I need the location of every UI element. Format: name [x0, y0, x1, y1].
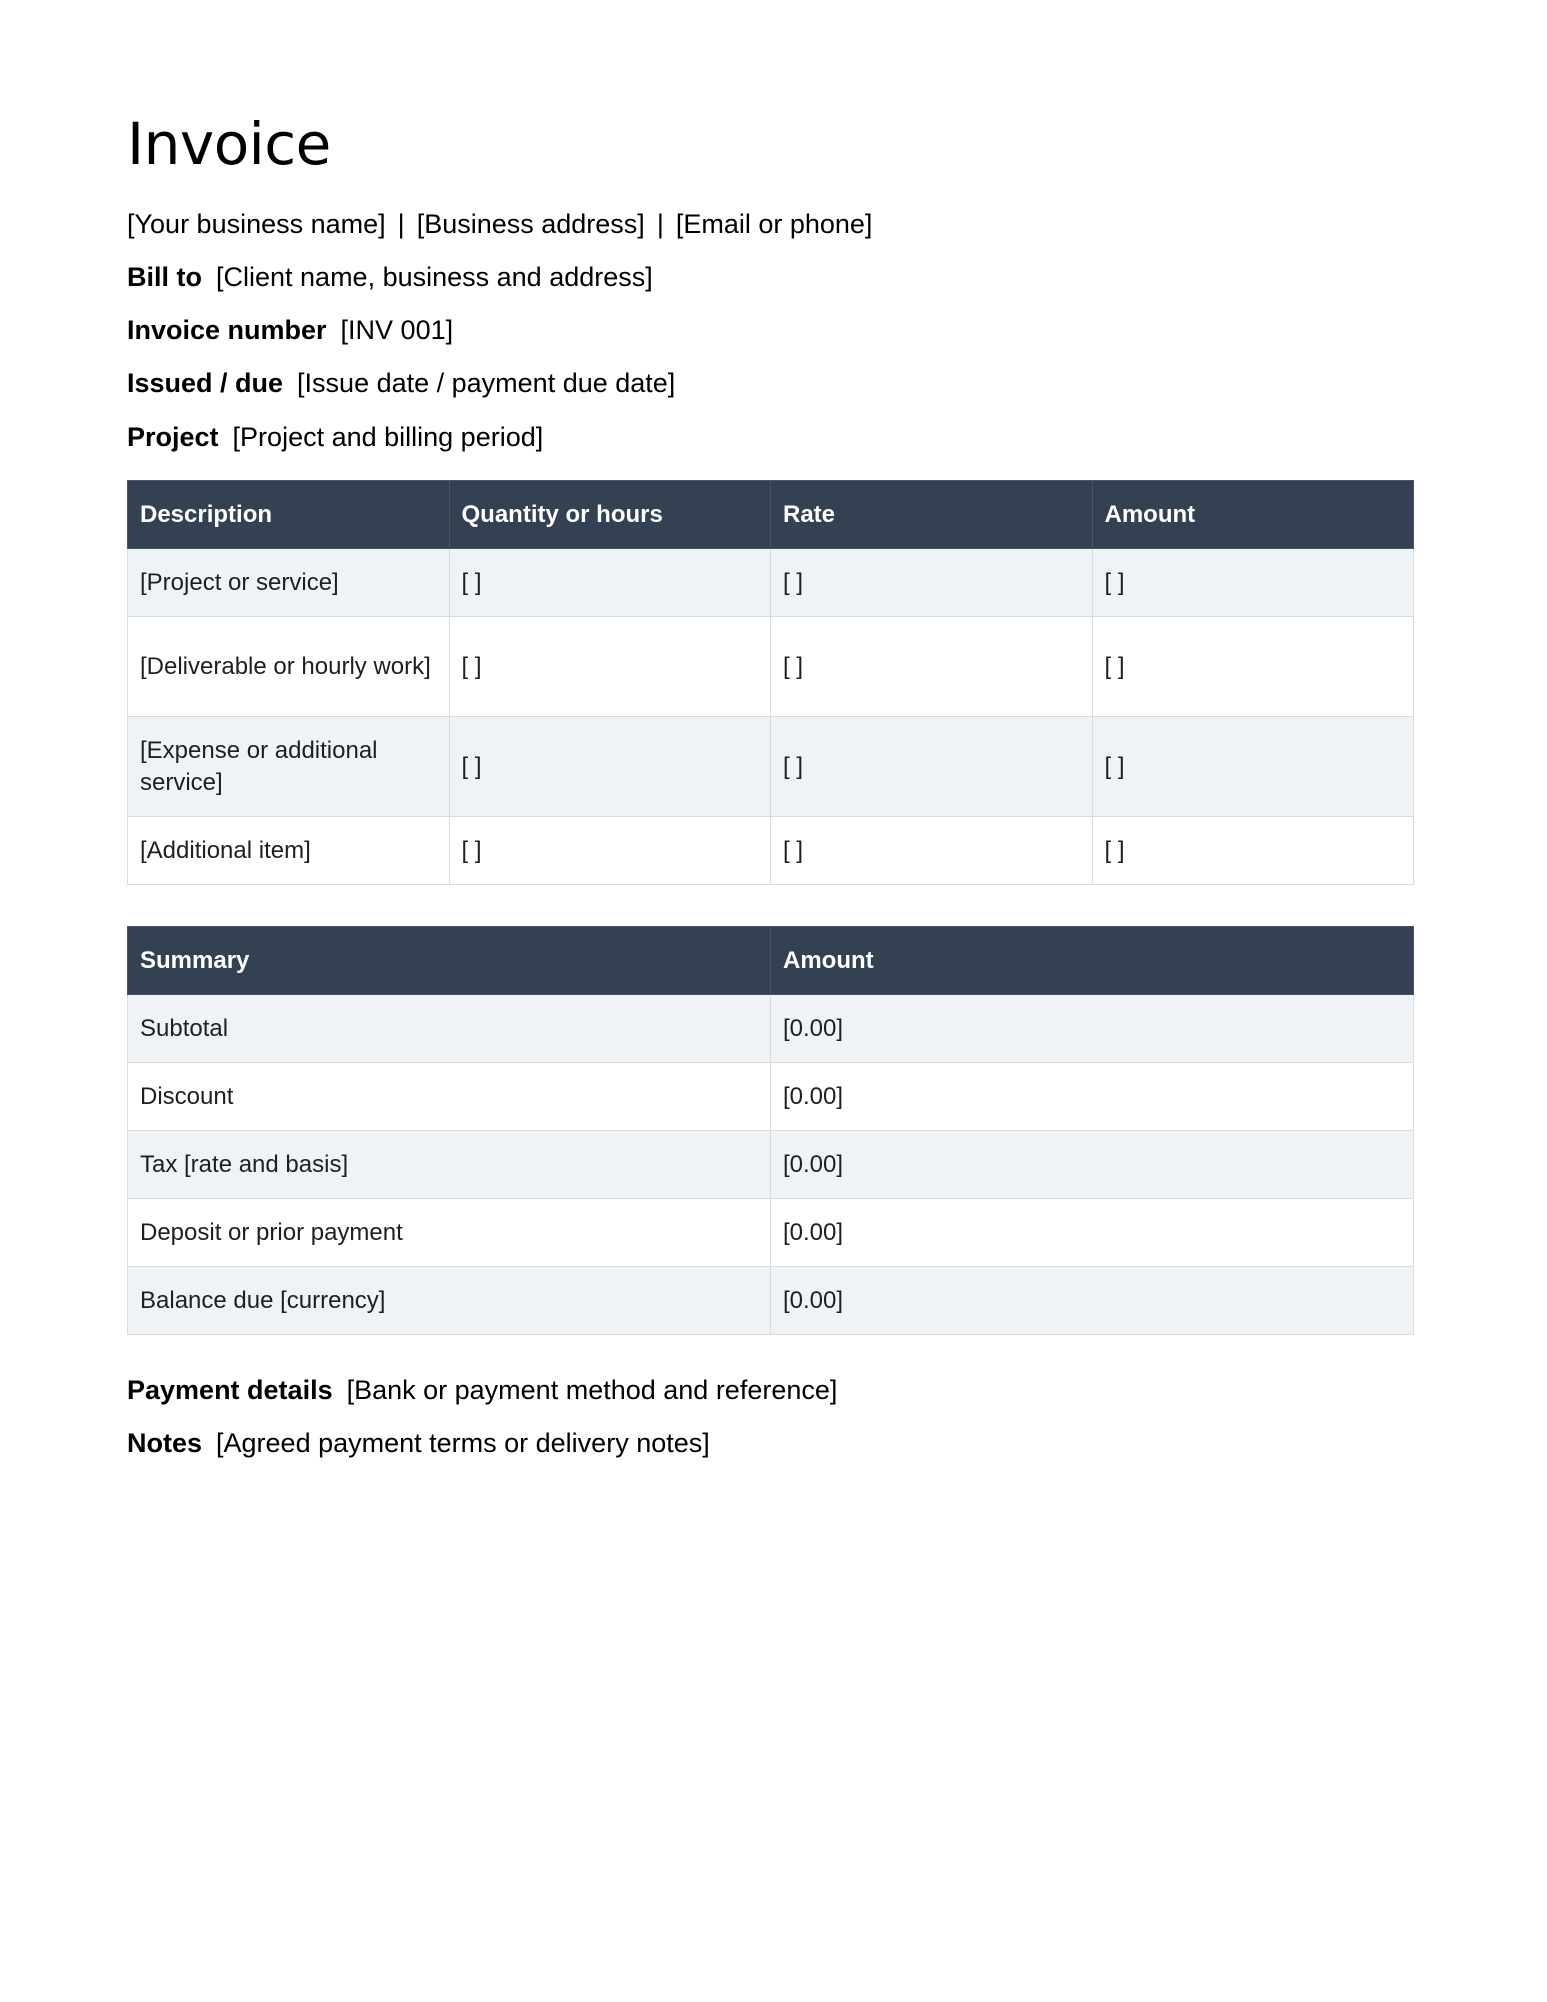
payment-details-field	[127, 1374, 837, 1406]
table-row	[128, 617, 1414, 717]
table-row	[128, 995, 1414, 1063]
line-items-table	[127, 480, 1414, 885]
table-header-row	[128, 481, 1414, 549]
separator: |	[656, 209, 664, 239]
summary-label: Subtotal	[128, 995, 771, 1063]
email-or-phone: [Email or phone]	[675, 209, 873, 239]
item-quantity: [ ]	[449, 617, 771, 717]
column-header-amount: Amount	[1092, 481, 1414, 549]
issued-due-label: Issued / due	[127, 368, 284, 398]
column-header-rate: Rate	[771, 481, 1093, 549]
bill-to-label: Bill to	[127, 262, 202, 292]
column-header-summary: Summary	[128, 927, 771, 995]
table-row	[128, 549, 1414, 617]
table-row	[128, 817, 1414, 885]
item-rate: [ ]	[771, 717, 1093, 817]
table-header-row	[128, 927, 1414, 995]
issued-due-value: [Issue date / payment due date]	[297, 368, 676, 398]
summary-label: Tax [rate and basis]	[128, 1131, 771, 1199]
business-address: [Business address]	[416, 209, 645, 239]
project-value: [Project and billing period]	[232, 422, 544, 452]
item-rate: [ ]	[771, 817, 1093, 885]
summary-amount: [0.00]	[771, 1267, 1414, 1335]
item-description: [Additional item]	[128, 817, 450, 885]
summary-amount: [0.00]	[771, 995, 1414, 1063]
notes-field	[127, 1427, 710, 1459]
invoice-number-label: Invoice number	[127, 315, 327, 345]
table-row	[128, 1063, 1414, 1131]
separator: |	[397, 209, 405, 239]
table-row	[128, 1199, 1414, 1267]
invoice-number-value: [INV 001]	[340, 315, 454, 345]
item-amount: [ ]	[1092, 617, 1414, 717]
summary-label: Discount	[128, 1063, 771, 1131]
item-description: [Expense or additional service]	[128, 717, 450, 817]
project-label: Project	[127, 422, 219, 452]
notes-label: Notes	[127, 1428, 203, 1458]
issued-due-field	[127, 367, 675, 399]
table-row	[128, 1131, 1414, 1199]
summary-amount: [0.00]	[771, 1063, 1414, 1131]
column-header-quantity: Quantity or hours	[449, 481, 771, 549]
item-description: [Deliverable or hourly work]	[128, 617, 450, 717]
item-amount: [ ]	[1092, 817, 1414, 885]
summary-amount: [0.00]	[771, 1199, 1414, 1267]
item-quantity: [ ]	[449, 549, 771, 617]
summary-label: Balance due [currency]	[128, 1267, 771, 1335]
item-quantity: [ ]	[449, 817, 771, 885]
table-row	[128, 1267, 1414, 1335]
project-field	[127, 421, 543, 453]
item-quantity: [ ]	[449, 717, 771, 817]
business-info-line	[127, 208, 872, 240]
item-rate: [ ]	[771, 617, 1093, 717]
item-rate: [ ]	[771, 549, 1093, 617]
item-amount: [ ]	[1092, 549, 1414, 617]
business-name: [Your business name]	[127, 209, 386, 239]
payment-details-label: Payment details	[127, 1375, 333, 1405]
page-title: Invoice	[127, 110, 331, 178]
summary-amount: [0.00]	[771, 1131, 1414, 1199]
summary-label: Deposit or prior payment	[128, 1199, 771, 1267]
column-header-amount: Amount	[771, 927, 1414, 995]
bill-to-field	[127, 261, 653, 293]
invoice-number-field	[127, 314, 453, 346]
payment-details-value: [Bank or payment method and reference]	[346, 1375, 838, 1405]
bill-to-value: [Client name, business and address]	[216, 262, 653, 292]
notes-value: [Agreed payment terms or delivery notes]	[216, 1428, 710, 1458]
column-header-description: Description	[128, 481, 450, 549]
table-row	[128, 717, 1414, 817]
item-amount: [ ]	[1092, 717, 1414, 817]
summary-table	[127, 926, 1414, 1335]
item-description: [Project or service]	[128, 549, 450, 617]
